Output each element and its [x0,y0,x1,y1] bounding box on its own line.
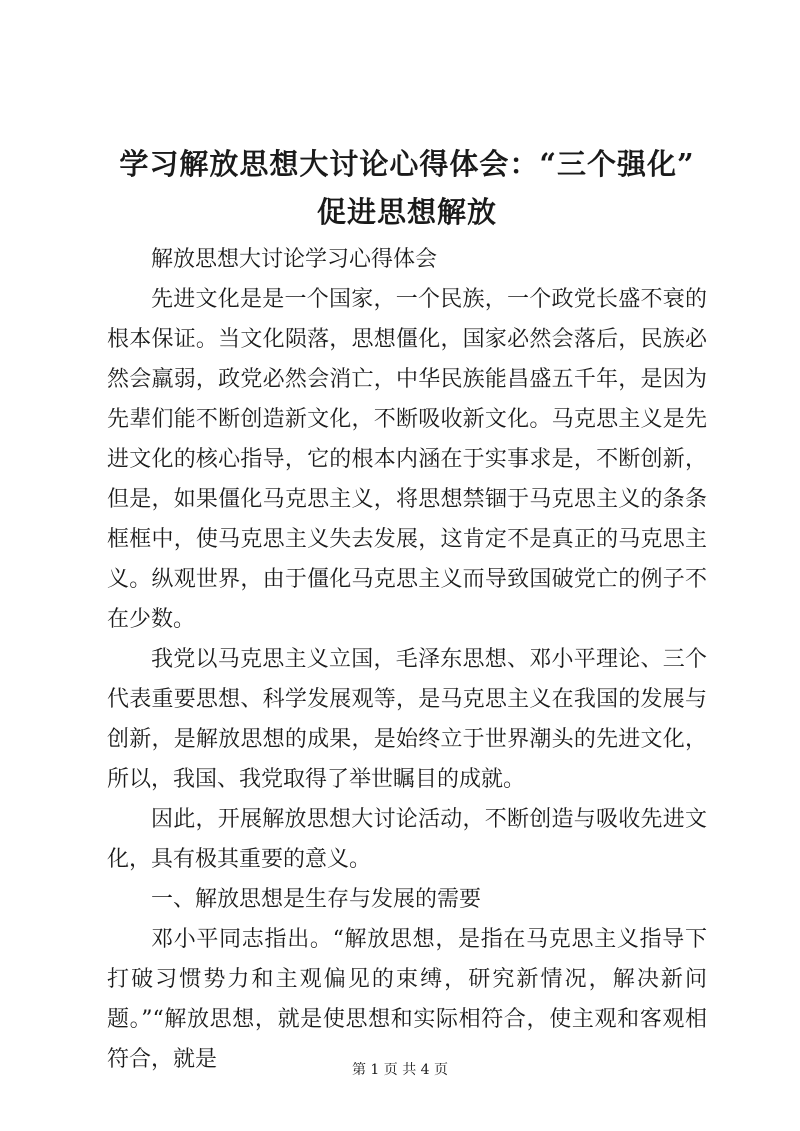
subtitle-paragraph: 解放思想大讨论学习心得体会 [151,247,438,272]
document-page [107,140,707,1080]
page-footer: 第 1 页 共 4 页 [351,1062,449,1078]
body-paragraph: 邓小平同志指出。“解放思想，是指在马克思主义指导下打破习惯势力和主观偏见的束缚，研究新情况，解决新问题。”“解放思想，就是使思想和实际相符合，使主观和客观相符合，就是 [107,927,707,1072]
body-paragraph: 因此，开展解放思想大讨论活动，不断创造与吸收先进文化，具有极其重要的意义。 [107,807,707,872]
title-line-1: 学习解放思想大讨论心得体会：“三个强化” [119,147,695,181]
document-title [107,140,707,236]
title-line-2: 促进思想解放 [316,195,497,229]
section-heading: 一、解放思想是生存与发展的需要 [151,887,482,912]
body-paragraph: 我党以马克思主义立国，毛泽东思想、邓小平理论、三个代表重要思想、科学发展观等，是马克思主义在我国的发展与创新，是解放思想的成果，是始终立于世界潮头的先进文化，所以，我国、我党取得了举世瞩目的成就。 [107,647,707,792]
body-paragraph: 先进文化是是一个国家，一个民族，一个政党长盛不衰的根本保证。当文化陨落，思想僵化，国家必然会落后，民族必然会羸弱，政党必然会消亡，中华民族能昌盛五千年，是因为先辈们能不断创造新文化，不断吸收新文化。马克思主义是先进文化的核心指导，它的根本内涵在于实事求是，不断创新，但是，如果僵化马克思主义，将思想禁锢于马克思主义的条条框框中，使马克思主义失去发展，这肯定不是真正的马克思主义。纵观世界，由于僵化马克思主义而导致国破党亡的例子不在少数。 [107,287,707,632]
